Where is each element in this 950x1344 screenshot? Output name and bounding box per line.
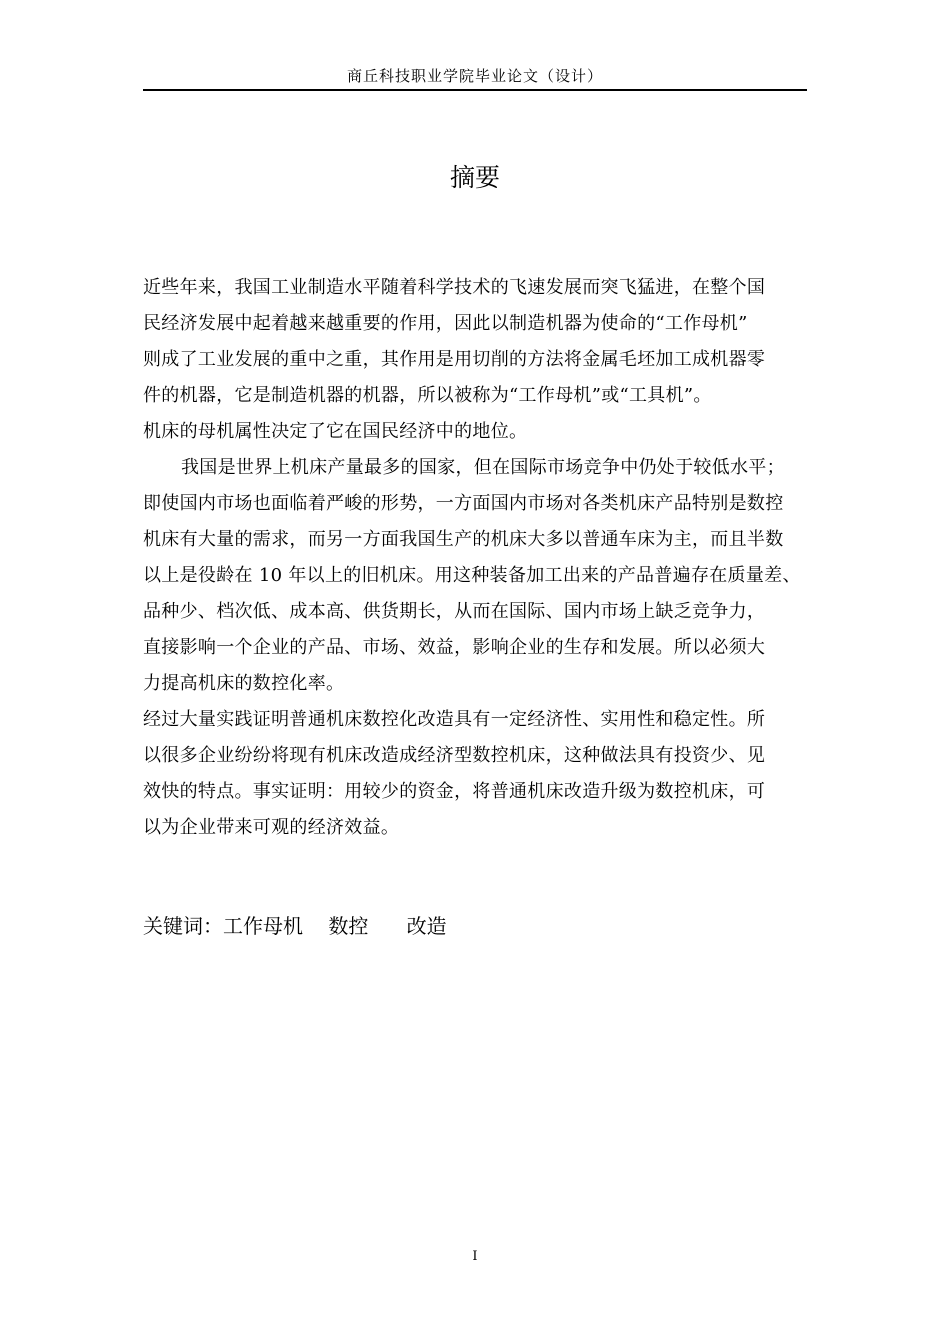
running-header: 商丘科技职业学院毕业论文（设计） (346, 67, 603, 85)
keywords-line: 关键词：工作母机 数控 改造 (143, 914, 447, 938)
abstract-body (143, 270, 823, 846)
abstract-line: 件的机器，它是制造机器的机器，所以被称为“工作母机”或“工具机”。 (143, 385, 712, 406)
abstract-line: 以为企业带来可观的经济效益。 (143, 817, 400, 838)
abstract-line: 以很多企业纷纷将现有机床改造成经济型数控机床，这种做法具有投资少、见 (143, 745, 766, 766)
page-number: I (472, 1249, 478, 1264)
abstract-line: 品种少、档次低、成本高、供货期长，从而在国际、国内市场上缺乏竞争力， (143, 601, 766, 622)
abstract-line: 民经济发展中起着越来越重要的作用，因此以制造机器为使命的“工作母机” (143, 313, 748, 334)
header-rule (143, 89, 807, 91)
abstract-title: 摘要 (449, 163, 500, 192)
abstract-line: 直接影响一个企业的产品、市场、效益，影响企业的生存和发展。所以必须大 (143, 637, 766, 658)
abstract-line: 效快的特点。事实证明：用较少的资金，将普通机床改造升级为数控机床，可 (143, 781, 766, 802)
abstract-line: 力提高机床的数控化率。 (143, 673, 345, 694)
abstract-line: 即使国内市场也面临着严峻的形势，一方面国内市场对各类机床产品特别是数控 (143, 493, 784, 514)
abstract-line: 经过大量实践证明普通机床数控化改造具有一定经济性、实用性和稳定性。所 (143, 709, 766, 730)
abstract-line: 则成了工业发展的重中之重，其作用是用切削的方法将金属毛坯加工成机器零 (143, 349, 766, 370)
abstract-line: 机床的母机属性决定了它在国民经济中的地位。 (143, 421, 528, 442)
abstract-line: 机床有大量的需求，而另一方面我国生产的机床大多以普通车床为主，而且半数 (143, 529, 784, 550)
abstract-line: 近些年来，我国工业制造水平随着科学技术的飞速发展而突飞猛进，在整个国 (143, 277, 766, 298)
abstract-line: 我国是世界上机床产量最多的国家，但在国际市场竞争中仍处于较低水平； (181, 457, 785, 478)
abstract-line: 以上是役龄在 10 年以上的旧机床。用这种装备加工出来的产品普遍存在质量差、 (143, 565, 801, 586)
